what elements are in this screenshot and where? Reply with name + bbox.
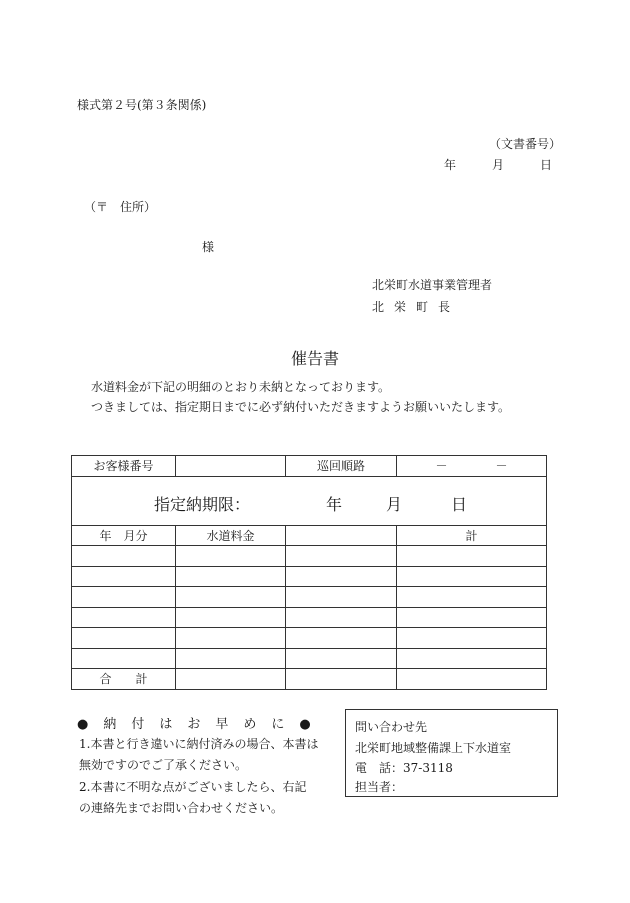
table-cell xyxy=(176,587,286,608)
table-cell xyxy=(286,587,397,608)
table-cell xyxy=(286,546,397,567)
customer-info-row xyxy=(72,456,547,477)
document-title: 催告書 xyxy=(290,349,339,368)
table-row xyxy=(72,607,547,628)
table-cell xyxy=(72,587,176,608)
contact-phone: 電 話：37-3118 xyxy=(355,761,453,775)
table-cell xyxy=(397,546,547,567)
column-header-water-fee: 水道料金 xyxy=(176,525,286,546)
column-header-total: 計 xyxy=(397,525,547,546)
table-row xyxy=(72,566,547,587)
table-cell xyxy=(72,648,176,669)
table-row xyxy=(72,648,547,669)
notice-heading: ● 納 付 は お 早 め に ● xyxy=(77,717,312,732)
contact-heading: 問い合わせ先 xyxy=(355,720,428,734)
deadline-year: 年 xyxy=(326,494,343,514)
table-cell xyxy=(176,566,286,587)
table-cell xyxy=(176,648,286,669)
table-row xyxy=(72,546,547,567)
table-cell xyxy=(397,587,547,608)
table-row xyxy=(72,587,547,608)
column-header-row xyxy=(72,525,547,546)
form-number: 様式第２号(第３条関係) xyxy=(77,98,207,112)
column-header-blank xyxy=(286,525,397,546)
deadline-month: 月 xyxy=(386,494,403,514)
total-cell xyxy=(286,669,397,690)
contact-department: 北栄町地域整備課上下水道室 xyxy=(355,741,512,755)
table-cell xyxy=(397,566,547,587)
table-cell xyxy=(286,628,397,649)
table-row xyxy=(72,628,547,649)
body-text-line-1: 水道料金が下記の明細のとおり未納となっております。 xyxy=(91,380,391,394)
column-header-month: 年 月分 xyxy=(72,525,176,546)
customer-number-label: お客様番号 xyxy=(72,456,176,477)
notice-item-1-line-2: 無効ですのでご了承ください。 xyxy=(79,758,248,772)
table-cell xyxy=(286,566,397,587)
document-number: （文書番号） xyxy=(489,137,562,151)
deadline-day: 日 xyxy=(451,494,468,514)
deadline xyxy=(72,477,546,525)
notice-item-2-line-2: の連絡先までお問い合わせください。 xyxy=(79,801,284,815)
table-cell xyxy=(72,628,176,649)
deadline-row xyxy=(72,476,547,525)
total-row xyxy=(72,669,547,690)
total-label: 合 計 xyxy=(72,669,176,690)
sender-organization: 北栄町水道事業管理者 xyxy=(372,278,493,292)
notice-item-2-line-1: 2.本書に不明な点がございましたら、右記 xyxy=(79,780,307,794)
table-cell xyxy=(72,566,176,587)
table-cell xyxy=(286,648,397,669)
deadline-label: 指定納期限： xyxy=(154,494,251,514)
body-text-line-2: つきましては、指定期日までに必ず納付いただきますようお願いいたします。 xyxy=(91,400,511,414)
table-cell xyxy=(176,546,286,567)
table-cell xyxy=(286,607,397,628)
customer-number-value xyxy=(176,456,286,477)
contact-person: 担当者： xyxy=(355,780,404,794)
table-cell xyxy=(176,628,286,649)
issue-date-month: 月 xyxy=(492,158,505,172)
notice-item-1-line-1: 1.本書と行き違いに納付済みの場合、本書は xyxy=(79,737,319,751)
issue-date-day: 日 xyxy=(540,158,553,172)
recipient-honorific: 様 xyxy=(202,240,215,254)
contact-box xyxy=(345,709,558,797)
table-cell xyxy=(397,607,547,628)
sender-name: 北栄町長 xyxy=(372,300,461,314)
table-cell xyxy=(72,546,176,567)
table-cell xyxy=(397,648,547,669)
total-cell xyxy=(397,669,547,690)
table-cell xyxy=(72,607,176,628)
route-value: － － xyxy=(397,456,547,477)
recipient-address: （〒 住所） xyxy=(84,200,157,214)
total-cell xyxy=(176,669,286,690)
billing-table xyxy=(71,455,547,690)
table-cell xyxy=(176,607,286,628)
table-cell xyxy=(397,628,547,649)
route-label: 巡回順路 xyxy=(286,456,397,477)
issue-date-year: 年 xyxy=(444,158,457,172)
